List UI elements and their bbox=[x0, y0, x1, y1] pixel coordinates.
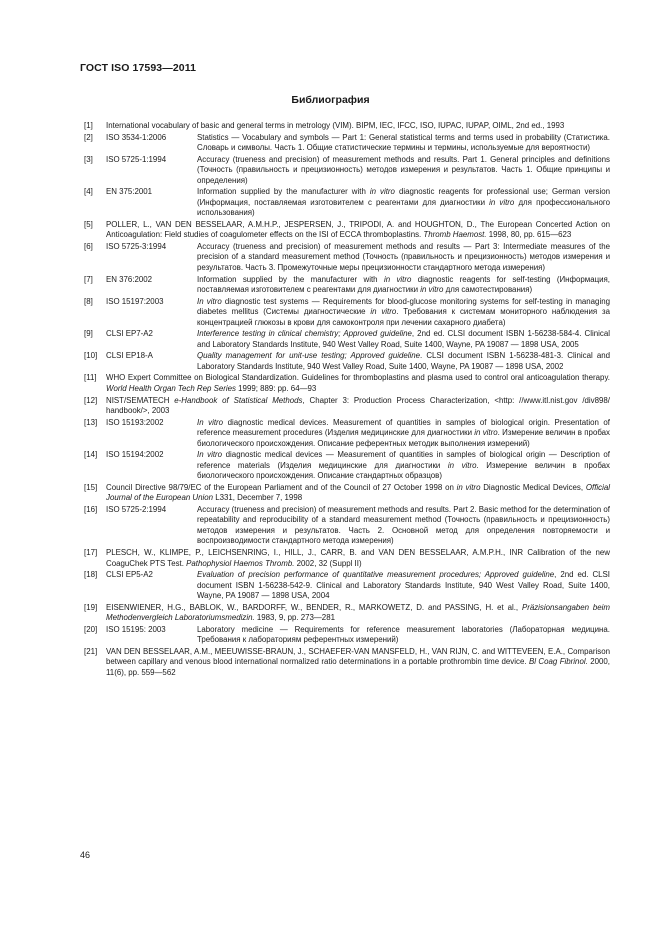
entry-text bbox=[197, 329, 610, 350]
entry-italic-text: In vitro bbox=[197, 296, 222, 306]
entry-plain-text: POLLER, L., VAN DEN BESSELAAR, A.M.H.P., JESPERSEN, J., TRIPODI, A. and HOUGHTON, D., The European Concerted Action on Anticoagulation: Field studies of coagulometer effects on the ISI of ECCA thromboplastins. bbox=[106, 219, 610, 240]
bibliography-entry bbox=[84, 373, 610, 394]
entry-number: [14] bbox=[84, 450, 98, 460]
entry-text bbox=[197, 155, 610, 187]
entry-number: [10] bbox=[84, 351, 98, 361]
entry-number: [8] bbox=[84, 296, 93, 306]
entry-standard-code: ISO 15194:2002 bbox=[106, 450, 164, 460]
entry-italic-text: Pathophysiol Haemos Thromb. bbox=[186, 558, 295, 568]
entry-italic-text: Evaluation of precision performance of quantitative measurement procedures; Approved guideline bbox=[197, 570, 555, 580]
bibliography-entry bbox=[84, 505, 610, 547]
entry-plain-text: . CLSI document ISBN 1-56238-481-3. Clinical and Laboratory Standards Institute, 940 West Valley Road, Suite 1400, Wayne, PA 19087 — 1898 USA, 2002 bbox=[197, 351, 610, 371]
entry-text bbox=[106, 647, 610, 679]
entry-number: [16] bbox=[84, 504, 98, 514]
entry-body bbox=[106, 242, 610, 274]
entry-plain-text: 1983, 9, pp. 273—281 bbox=[254, 613, 335, 623]
entry-body bbox=[106, 220, 610, 241]
entry-body bbox=[106, 603, 610, 624]
entry-italic-text: in vitro bbox=[370, 307, 397, 317]
entry-plain-text: 2000, 11(6), pp. 559—562 bbox=[106, 657, 610, 677]
entry-body bbox=[106, 329, 610, 350]
entry-number: [5] bbox=[84, 219, 93, 229]
entry-italic-text: in vitro bbox=[489, 197, 515, 207]
entry-number: [12] bbox=[84, 395, 98, 405]
entry-plain-text: WHO Expert Committee on Biological Standardization. Guidelines for thromboplastins and plasma used to control oral anticoagulation therapy. bbox=[106, 373, 610, 383]
entry-standard-code: ISO 5725-1:1994 bbox=[106, 154, 167, 164]
entry-text bbox=[197, 133, 610, 154]
bibliography-entry bbox=[84, 483, 610, 504]
entry-number: [9] bbox=[84, 329, 93, 339]
entry-number: [17] bbox=[84, 548, 98, 557]
entry-number: [13] bbox=[84, 417, 98, 427]
entry-body bbox=[106, 418, 610, 450]
bibliography-entry bbox=[84, 418, 610, 450]
entry-standard-code: CLSI EP18-A bbox=[106, 351, 153, 361]
page-number: 46 bbox=[80, 850, 91, 860]
entry-plain-text: diagnostic medical devices — Measurement of quantities in samples of biological origin — Description of reference materials (Изделия медицинские для диагностики bbox=[197, 450, 611, 470]
entry-plain-text: . Требования к системам мониторного наблюдения за концентрацией глюкозы в крови для самоконтроля при лечении сахарного диабета) bbox=[197, 307, 610, 327]
entry-plain-text: PLESCH, W., KLIMPE, P., LEICHSENRING, I., HILL, J., CARR, B. and VAN DEN BESSELAAR, A.M.P.H., INR Calibration of the new CoaguChek PTS Test. bbox=[106, 548, 610, 568]
entry-number: [19] bbox=[84, 602, 98, 612]
entry-standard-code: ISO 5725-3:1994 bbox=[106, 241, 167, 251]
bibliography-entry bbox=[84, 297, 610, 329]
bibliography-entry bbox=[84, 121, 610, 132]
entry-body bbox=[106, 570, 610, 602]
entry-standard-code: ISO 5725-2:1994 bbox=[106, 504, 167, 514]
entry-text bbox=[106, 483, 610, 504]
entry-standard-code: ISO 15193:2002 bbox=[106, 417, 164, 427]
entry-italic-text: Thromb Haemost. bbox=[423, 230, 487, 240]
entry-body bbox=[106, 351, 610, 372]
entry-text bbox=[197, 570, 610, 602]
entry-standard-code: CLSI EP5-A2 bbox=[106, 570, 153, 580]
entry-italic-text: Quality management for unit-use testing; Approved guideline bbox=[197, 351, 421, 361]
entry-number: [3] bbox=[84, 154, 93, 164]
entry-body bbox=[106, 155, 610, 187]
entry-italic-text: in vitro bbox=[447, 460, 477, 470]
entry-italic-text: in vitro bbox=[456, 482, 481, 492]
bibliography-entry bbox=[84, 625, 610, 646]
entry-text bbox=[106, 603, 610, 624]
entry-standard-code: ISO 15197:2003 bbox=[106, 296, 164, 306]
entry-plain-text: , 2nd ed. CLSI document ISBN 1-56238-584-4. Clinical and Laboratory Standards Institute, 940 West Valley Road, Suite 1400, Wayne, PA 19087 — 1898 USA, 2005 bbox=[197, 329, 610, 349]
entry-standard-code: EN 375:2001 bbox=[106, 187, 153, 197]
entry-standard-code: ISO 15195: 2003 bbox=[106, 624, 166, 634]
entry-italic-text: Präzisionsangaben beim Methodenvergleich Laboratoriumsmedizin. bbox=[106, 602, 610, 623]
entry-number: [2] bbox=[84, 132, 93, 142]
entry-plain-text: Laboratory medicine — Requirements for reference measurement laboratories (Лабораторная медицина. Требования к лабораториям референтных измерений) bbox=[197, 624, 610, 645]
entry-text bbox=[197, 242, 610, 274]
entry-body bbox=[106, 625, 610, 646]
entry-italic-text: in vitro bbox=[420, 285, 444, 295]
entry-plain-text: для профессионального использования) bbox=[197, 197, 610, 218]
entry-number: [21] bbox=[84, 646, 98, 656]
entry-text bbox=[197, 275, 610, 296]
page-title: Библиография bbox=[291, 94, 370, 106]
entry-text bbox=[106, 373, 610, 394]
entry-plain-text: Accuracy (trueness and precision) of measurement methods and results. Part 1. General principles and definitions (Точность (правильность и прецизионность) методов измерения и результатов. Часть 1. Общие принципы и определения) bbox=[197, 154, 610, 185]
entry-plain-text: NIST/SEMATECH bbox=[106, 395, 175, 405]
entry-plain-text: для самотестирования) bbox=[443, 285, 533, 295]
entry-plain-text: Accuracy (trueness and precision) of measurement methods and results — Part 3: Intermediate measures of the precision of a standard measurement method (Точность (правильность и прецизионность) методов измерения и результатов. Часть 3. Промежуточные меры прецизионности стандартного метода измерения) bbox=[197, 241, 610, 272]
bibliography-entry bbox=[84, 275, 610, 296]
entry-plain-text: 2002, 32 (Suppl II) bbox=[294, 558, 362, 568]
entry-plain-text: Information supplied by the manufacturer with bbox=[197, 187, 370, 197]
entry-italic-text: Interference testing in clinical chemistry; Approved guideline bbox=[197, 329, 412, 339]
entry-plain-text: L331, December 7, 1998 bbox=[213, 493, 303, 503]
entry-plain-text: Accuracy (trueness and precision) of measurement methods and results. Part 2. Basic method for the determination of repeatability and reproducibility of a standard measurement method (Точность (правильность и прецизионность) методов измерения и результатов. Часть 2. Основной метод для определения повторяемости и воспроизводимости стандартного метода измерения) bbox=[197, 504, 610, 546]
entry-text bbox=[106, 220, 610, 241]
entry-number: [11] bbox=[84, 373, 97, 383]
entry-standard-code: ISO 3534-1:2006 bbox=[106, 132, 167, 142]
entry-italic-text: In vitro bbox=[197, 450, 223, 460]
entry-plain-text: Council Directive 98/79/EC of the European Parliament and of the Council of 27 October 1998 on bbox=[106, 482, 457, 492]
bibliography-entry bbox=[84, 155, 610, 187]
bibliography-entry bbox=[84, 242, 610, 274]
entry-text bbox=[197, 351, 610, 372]
entry-number: [6] bbox=[84, 241, 93, 251]
entry-italic-text: in vitro bbox=[369, 187, 395, 197]
entry-body bbox=[106, 505, 610, 547]
entry-body bbox=[106, 548, 610, 569]
entry-number: [7] bbox=[84, 274, 93, 284]
bibliography-entry bbox=[84, 351, 610, 372]
entry-plain-text: 1998, 80, pp. 615—623 bbox=[486, 230, 572, 240]
document-header: ГОСТ ISO 17593—2011 bbox=[80, 62, 197, 74]
bibliography-entry bbox=[84, 548, 610, 569]
entry-italic-text: World Health Organ Tech Rep Series bbox=[106, 383, 236, 393]
entry-italic-text: e-Handbook of Statistical Methods bbox=[174, 395, 303, 405]
entry-plain-text: EISENWIENER, H.G., BABLOK, W., BARDORFF, W., BENDER, R., MARKOWETZ, D. and PASSING, H. et al., bbox=[106, 602, 522, 612]
entry-plain-text: Information supplied by the manufacturer with bbox=[197, 274, 384, 284]
entry-standard-code: EN 376:2002 bbox=[106, 274, 153, 284]
entry-text bbox=[106, 396, 610, 417]
entry-plain-text: diagnostic reagents for professional use; German version (Информация, поставляемая изготовителем с реагентами для диагностики bbox=[197, 187, 610, 207]
entry-plain-text: diagnostic test systems — Requirements for blood-glucose monitoring systems for self-testing in managing diabetes mellitus (Системы диагностические bbox=[197, 296, 610, 317]
entry-text bbox=[197, 297, 610, 329]
entry-italic-text: Official Journal of the European Union bbox=[106, 482, 610, 503]
bibliography-entry bbox=[84, 570, 610, 602]
entry-body bbox=[106, 647, 610, 679]
entry-number: [18] bbox=[84, 570, 98, 580]
entry-italic-text: Bl Coag Fibrinol. bbox=[528, 657, 588, 667]
entry-plain-text: diagnostic reagents for self-testing (Информация, поставляемая изготовителем с реагентами для диагностики bbox=[197, 274, 611, 295]
entry-body bbox=[106, 373, 610, 394]
bibliography-entry bbox=[84, 396, 610, 417]
entry-plain-text: 1999; 889: pp. 64—93 bbox=[235, 383, 317, 393]
entry-number: [15] bbox=[84, 482, 98, 492]
entry-plain-text: diagnostic medical devices. Measurement of quantities in samples of biological origin. Presentation of reference measurement procedures (Изделия медицинские для диагностики bbox=[197, 417, 610, 438]
entry-text bbox=[106, 548, 610, 569]
entry-italic-text: in vitro bbox=[383, 274, 412, 284]
entry-body bbox=[106, 396, 610, 417]
entry-plain-text: . Измерение величин в пробах биологического происхождения. Описание референтных методик выполнения измерений) bbox=[197, 428, 610, 448]
entry-body bbox=[106, 275, 610, 296]
bibliography-entry bbox=[84, 603, 610, 624]
entry-text bbox=[197, 187, 610, 219]
entry-plain-text: Statistics — Vocabulary and symbols — Part 1: General statistical terms and terms used in probability (Статистика. Словарь и символы. Часть 1. Общие статистические термины и термины, используемые для вероятности) bbox=[197, 132, 610, 153]
bibliography-entry bbox=[84, 647, 610, 679]
entry-standard-code: CLSI EP7-A2 bbox=[106, 329, 153, 339]
entry-text bbox=[197, 418, 610, 450]
entry-text bbox=[197, 625, 610, 646]
bibliography-entry bbox=[84, 187, 610, 219]
entry-plain-text: International vocabulary of basic and general terms in metrology (VIM). BIPM, IEC, IFCC, ISO, IUPAC, IUPAP, OIML, 2nd ed., 1993 bbox=[106, 121, 565, 130]
entry-italic-text: In vitro bbox=[197, 417, 224, 427]
entry-plain-text: VAN DEN BESSELAAR, A.M., MEEUWISSE-BRAUN, J., SCHAEFER-VAN MANSFELD, H., VAN RIJN, C. and WITTEVEEN, E.A., Comparison between capillary and venous blood international normalized ratio determinations in a portable prothrombin time device. bbox=[106, 646, 610, 667]
entry-number: [4] bbox=[84, 187, 93, 197]
entry-body bbox=[106, 121, 610, 132]
entry-body bbox=[106, 187, 610, 219]
entry-plain-text: . Измерение величин в пробах биологического происхождения. Описание стандартных образцов) bbox=[197, 460, 610, 481]
bibliography-list bbox=[84, 121, 610, 679]
entry-text bbox=[106, 121, 610, 132]
entry-text bbox=[197, 450, 610, 482]
entry-plain-text: , 2nd ed. CLSI document ISBN 1-56238-542-9. Clinical and Laboratory Standards Institute, 940 West Valley Road, Suite 1400, Wayne, PA 19087 — 1898 USA, 2004 bbox=[197, 570, 610, 601]
entry-body bbox=[106, 483, 610, 504]
entry-number: [20] bbox=[84, 624, 98, 634]
entry-plain-text: Diagnostic Medical Devices, bbox=[480, 482, 586, 492]
bibliography-entry bbox=[84, 450, 610, 482]
entry-body bbox=[106, 450, 610, 482]
entry-plain-text: , Chapter 3: Production Process Characterization, <http: //www.itl.nist.gov /div898/ handbook/>, 2003 bbox=[106, 395, 610, 416]
bibliography-entry bbox=[84, 220, 610, 241]
entry-number: [1] bbox=[84, 121, 93, 130]
entry-italic-text: in vitro bbox=[474, 428, 498, 438]
entry-body bbox=[106, 297, 610, 329]
bibliography-entry bbox=[84, 133, 610, 154]
entry-text bbox=[197, 505, 610, 547]
bibliography-entry bbox=[84, 329, 610, 350]
entry-body bbox=[106, 133, 610, 154]
